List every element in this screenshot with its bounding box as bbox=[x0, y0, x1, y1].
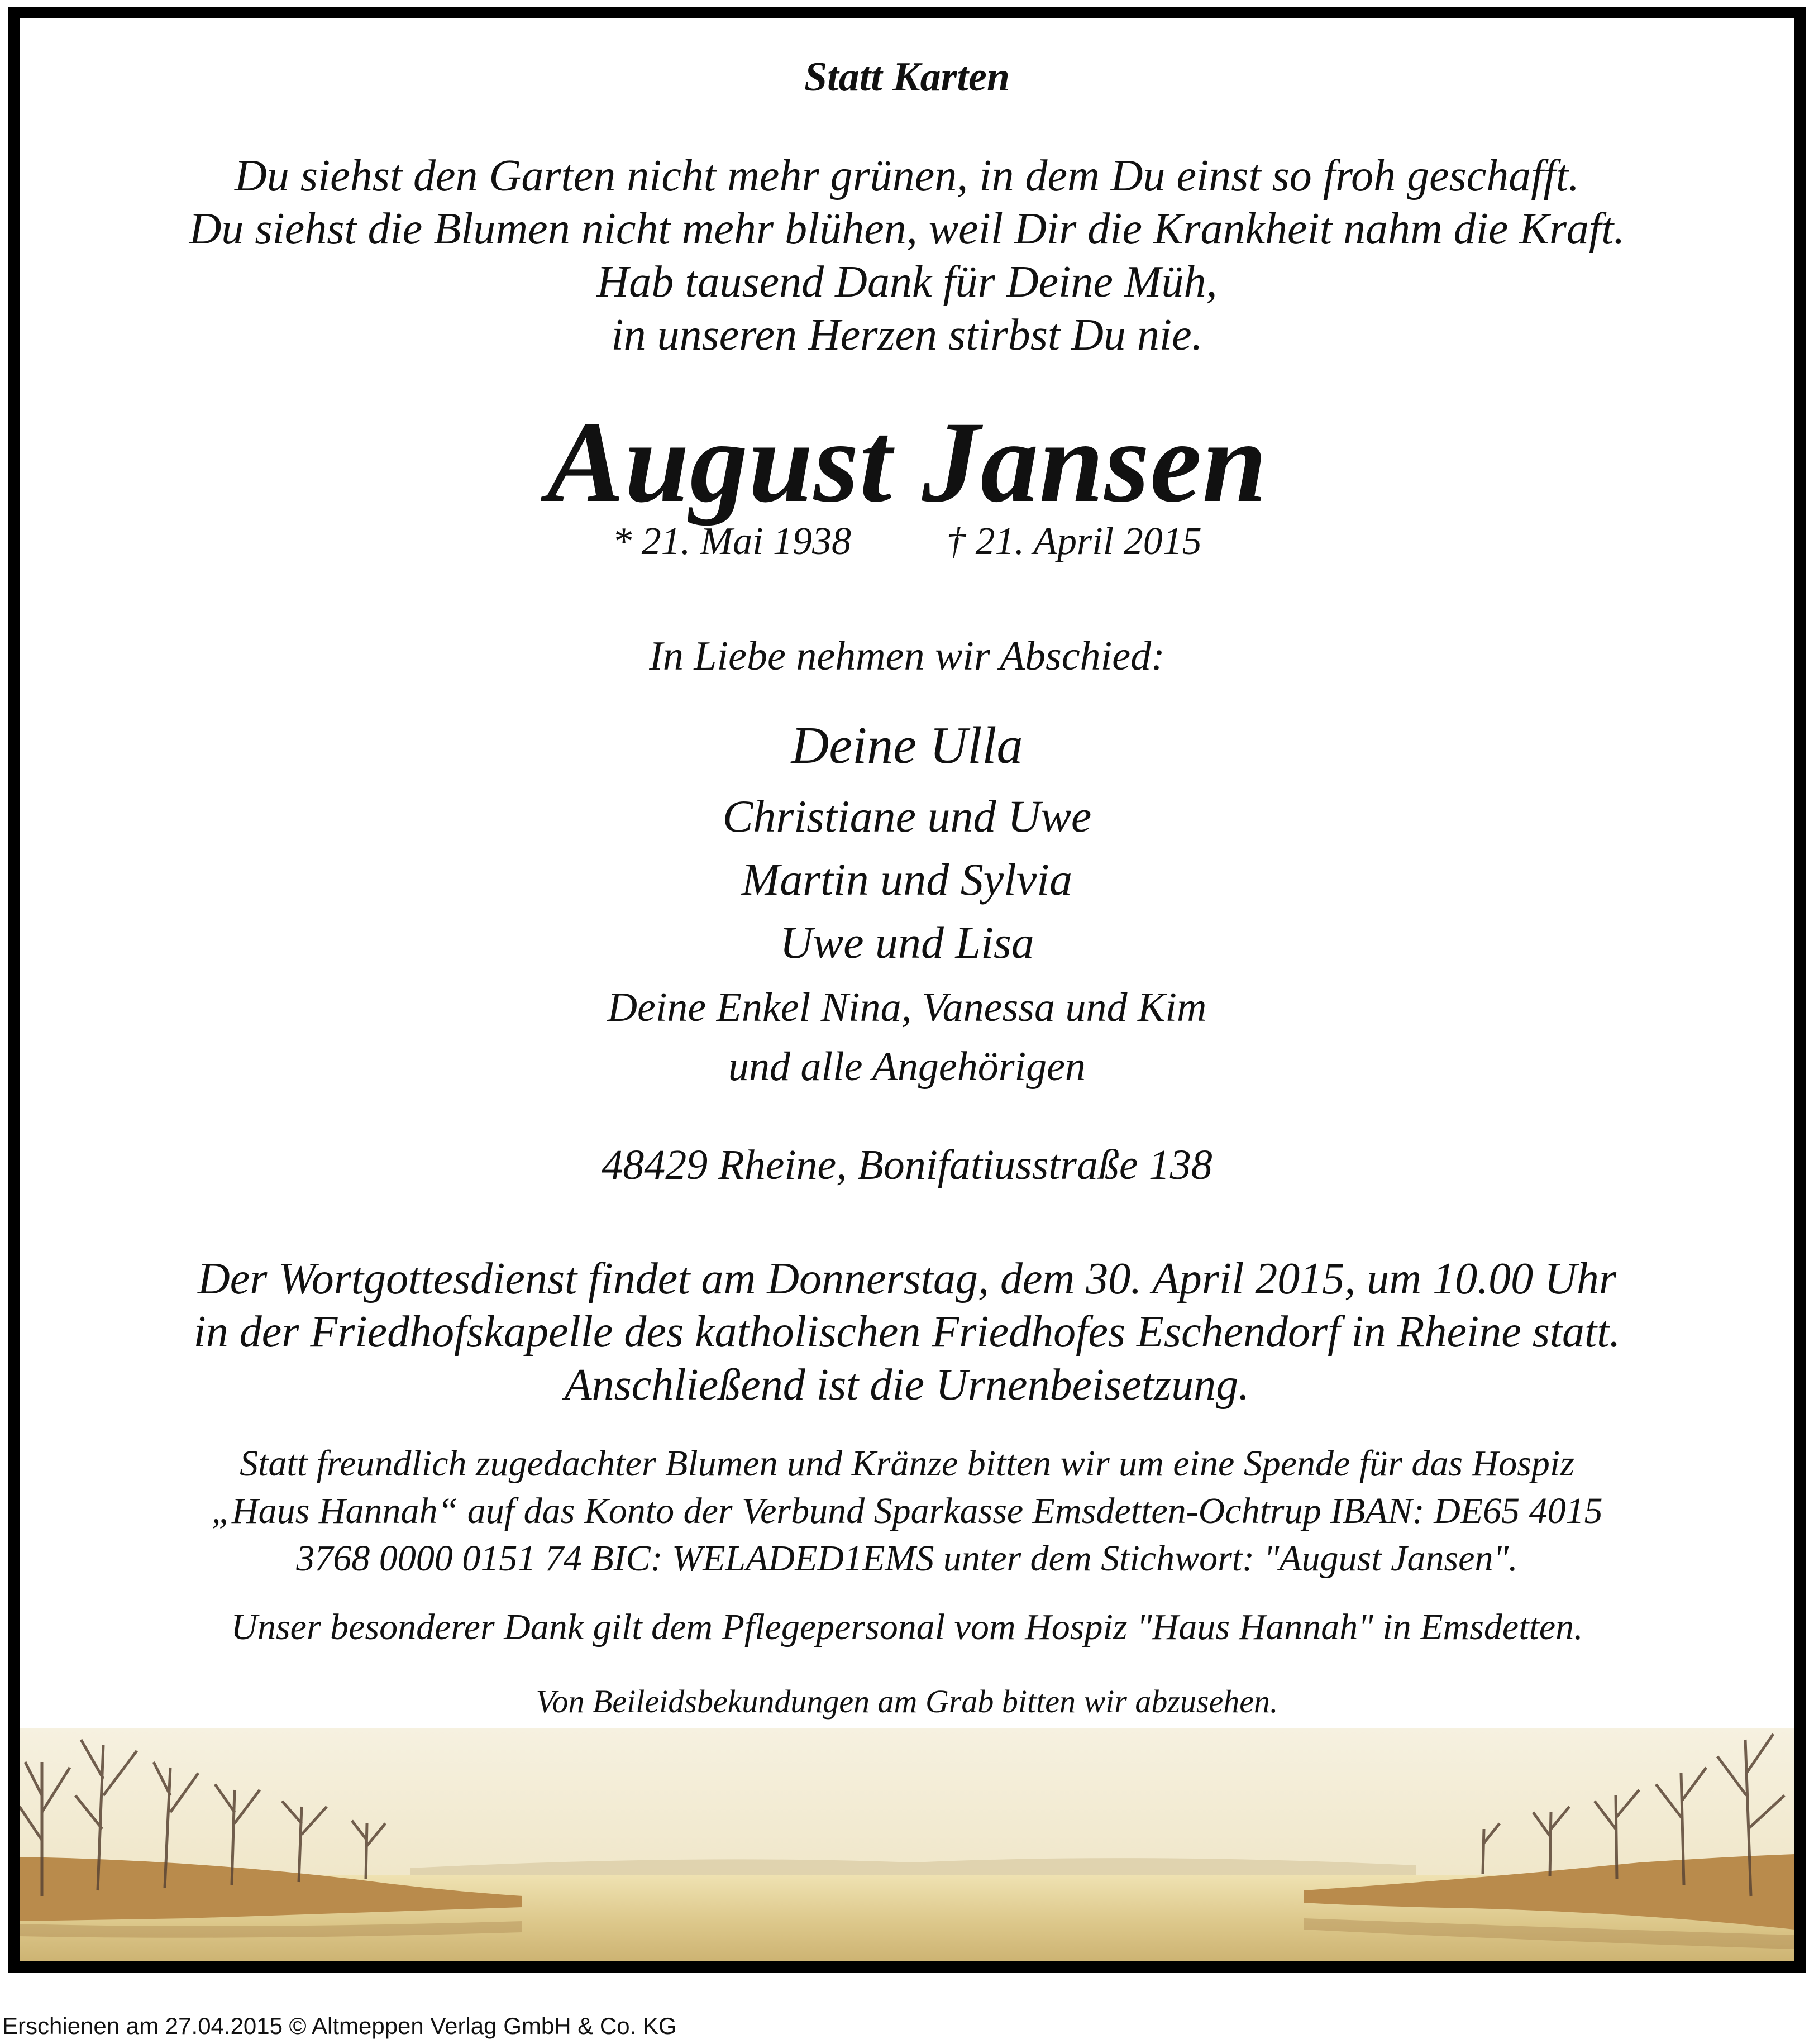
donation-info bbox=[20, 1440, 1794, 1582]
thanks-line: Unser besonderer Dank gilt dem Pflegepersonal vom Hospiz "Haus Hannah" in Emsdetten. bbox=[231, 1607, 1583, 1647]
donation-line: „Haus Hannah“ auf das Konto der Verbund Sparkasse Emsdetten-Ochtrup IBAN: DE65 4015 bbox=[211, 1491, 1603, 1531]
birth-date: * 21. Mai 1938 bbox=[612, 520, 852, 563]
life-dates bbox=[20, 522, 1794, 561]
mourner: Deine Enkel Nina, Vanessa und Kim bbox=[607, 985, 1207, 1030]
poem-line: Hab tausend Dank für Deine Müh, bbox=[596, 257, 1218, 307]
service-line: Der Wortgottesdienst findet am Donnerstag, dem 30. April 2015, um 10.00 Uhr bbox=[198, 1254, 1616, 1303]
mourner: Martin und Sylvia bbox=[741, 854, 1073, 905]
notice-header: Statt Karten bbox=[804, 54, 1010, 100]
donation-line: Statt freundlich zugedachter Blumen und Kränze bitten wir um eine Spende für das Hospiz bbox=[240, 1443, 1574, 1484]
mourner: Uwe und Lisa bbox=[780, 917, 1034, 968]
poem bbox=[20, 150, 1794, 362]
poem-line: Du siehst den Garten nicht mehr grünen, in dem Du einst so froh geschafft. bbox=[235, 151, 1579, 200]
primary-mourner-text: Deine Ulla bbox=[791, 717, 1023, 775]
farewell-line: In Liebe nehmen wir Abschied: bbox=[649, 633, 1165, 679]
mourners-secondary bbox=[20, 978, 1794, 1096]
mourner: und alle Angehörigen bbox=[728, 1044, 1086, 1090]
mourner: Christiane und Uwe bbox=[722, 791, 1092, 842]
deceased-name: August Jansen bbox=[546, 398, 1268, 526]
death-date: † 21. April 2015 bbox=[946, 520, 1202, 563]
service-line: in der Friedhofskapelle des katholischen Friedhofes Eschendorf in Rheine statt. bbox=[193, 1307, 1621, 1357]
mourners-list bbox=[20, 785, 1794, 974]
obituary-notice bbox=[8, 7, 1806, 1973]
lake-landscape-image bbox=[20, 1728, 1794, 1973]
donation-line: 3768 0000 0151 74 BIC: WELADED1EMS unter dem Stichwort: "August Jansen". bbox=[296, 1538, 1518, 1579]
publication-footer: Erschienen am 27.04.2015 © Altmeppen Verlag GmbH & Co. KG bbox=[2, 2013, 677, 2039]
service-line: Anschließend ist die Urnenbeisetzung. bbox=[564, 1360, 1250, 1410]
primary-mourner bbox=[20, 717, 1794, 775]
poem-line: in unseren Herzen stirbst Du nie. bbox=[611, 311, 1203, 360]
condolence-line: Von Beileidsbekundungen am Grab bitten wir abzusehen. bbox=[536, 1683, 1278, 1720]
service-info bbox=[20, 1253, 1794, 1412]
poem-line: Du siehst die Blumen nicht mehr blühen, weil Dir die Krankheit nahm die Kraft. bbox=[189, 204, 1625, 254]
address: 48429 Rheine, Bonifatiusstraße 138 bbox=[602, 1142, 1212, 1188]
